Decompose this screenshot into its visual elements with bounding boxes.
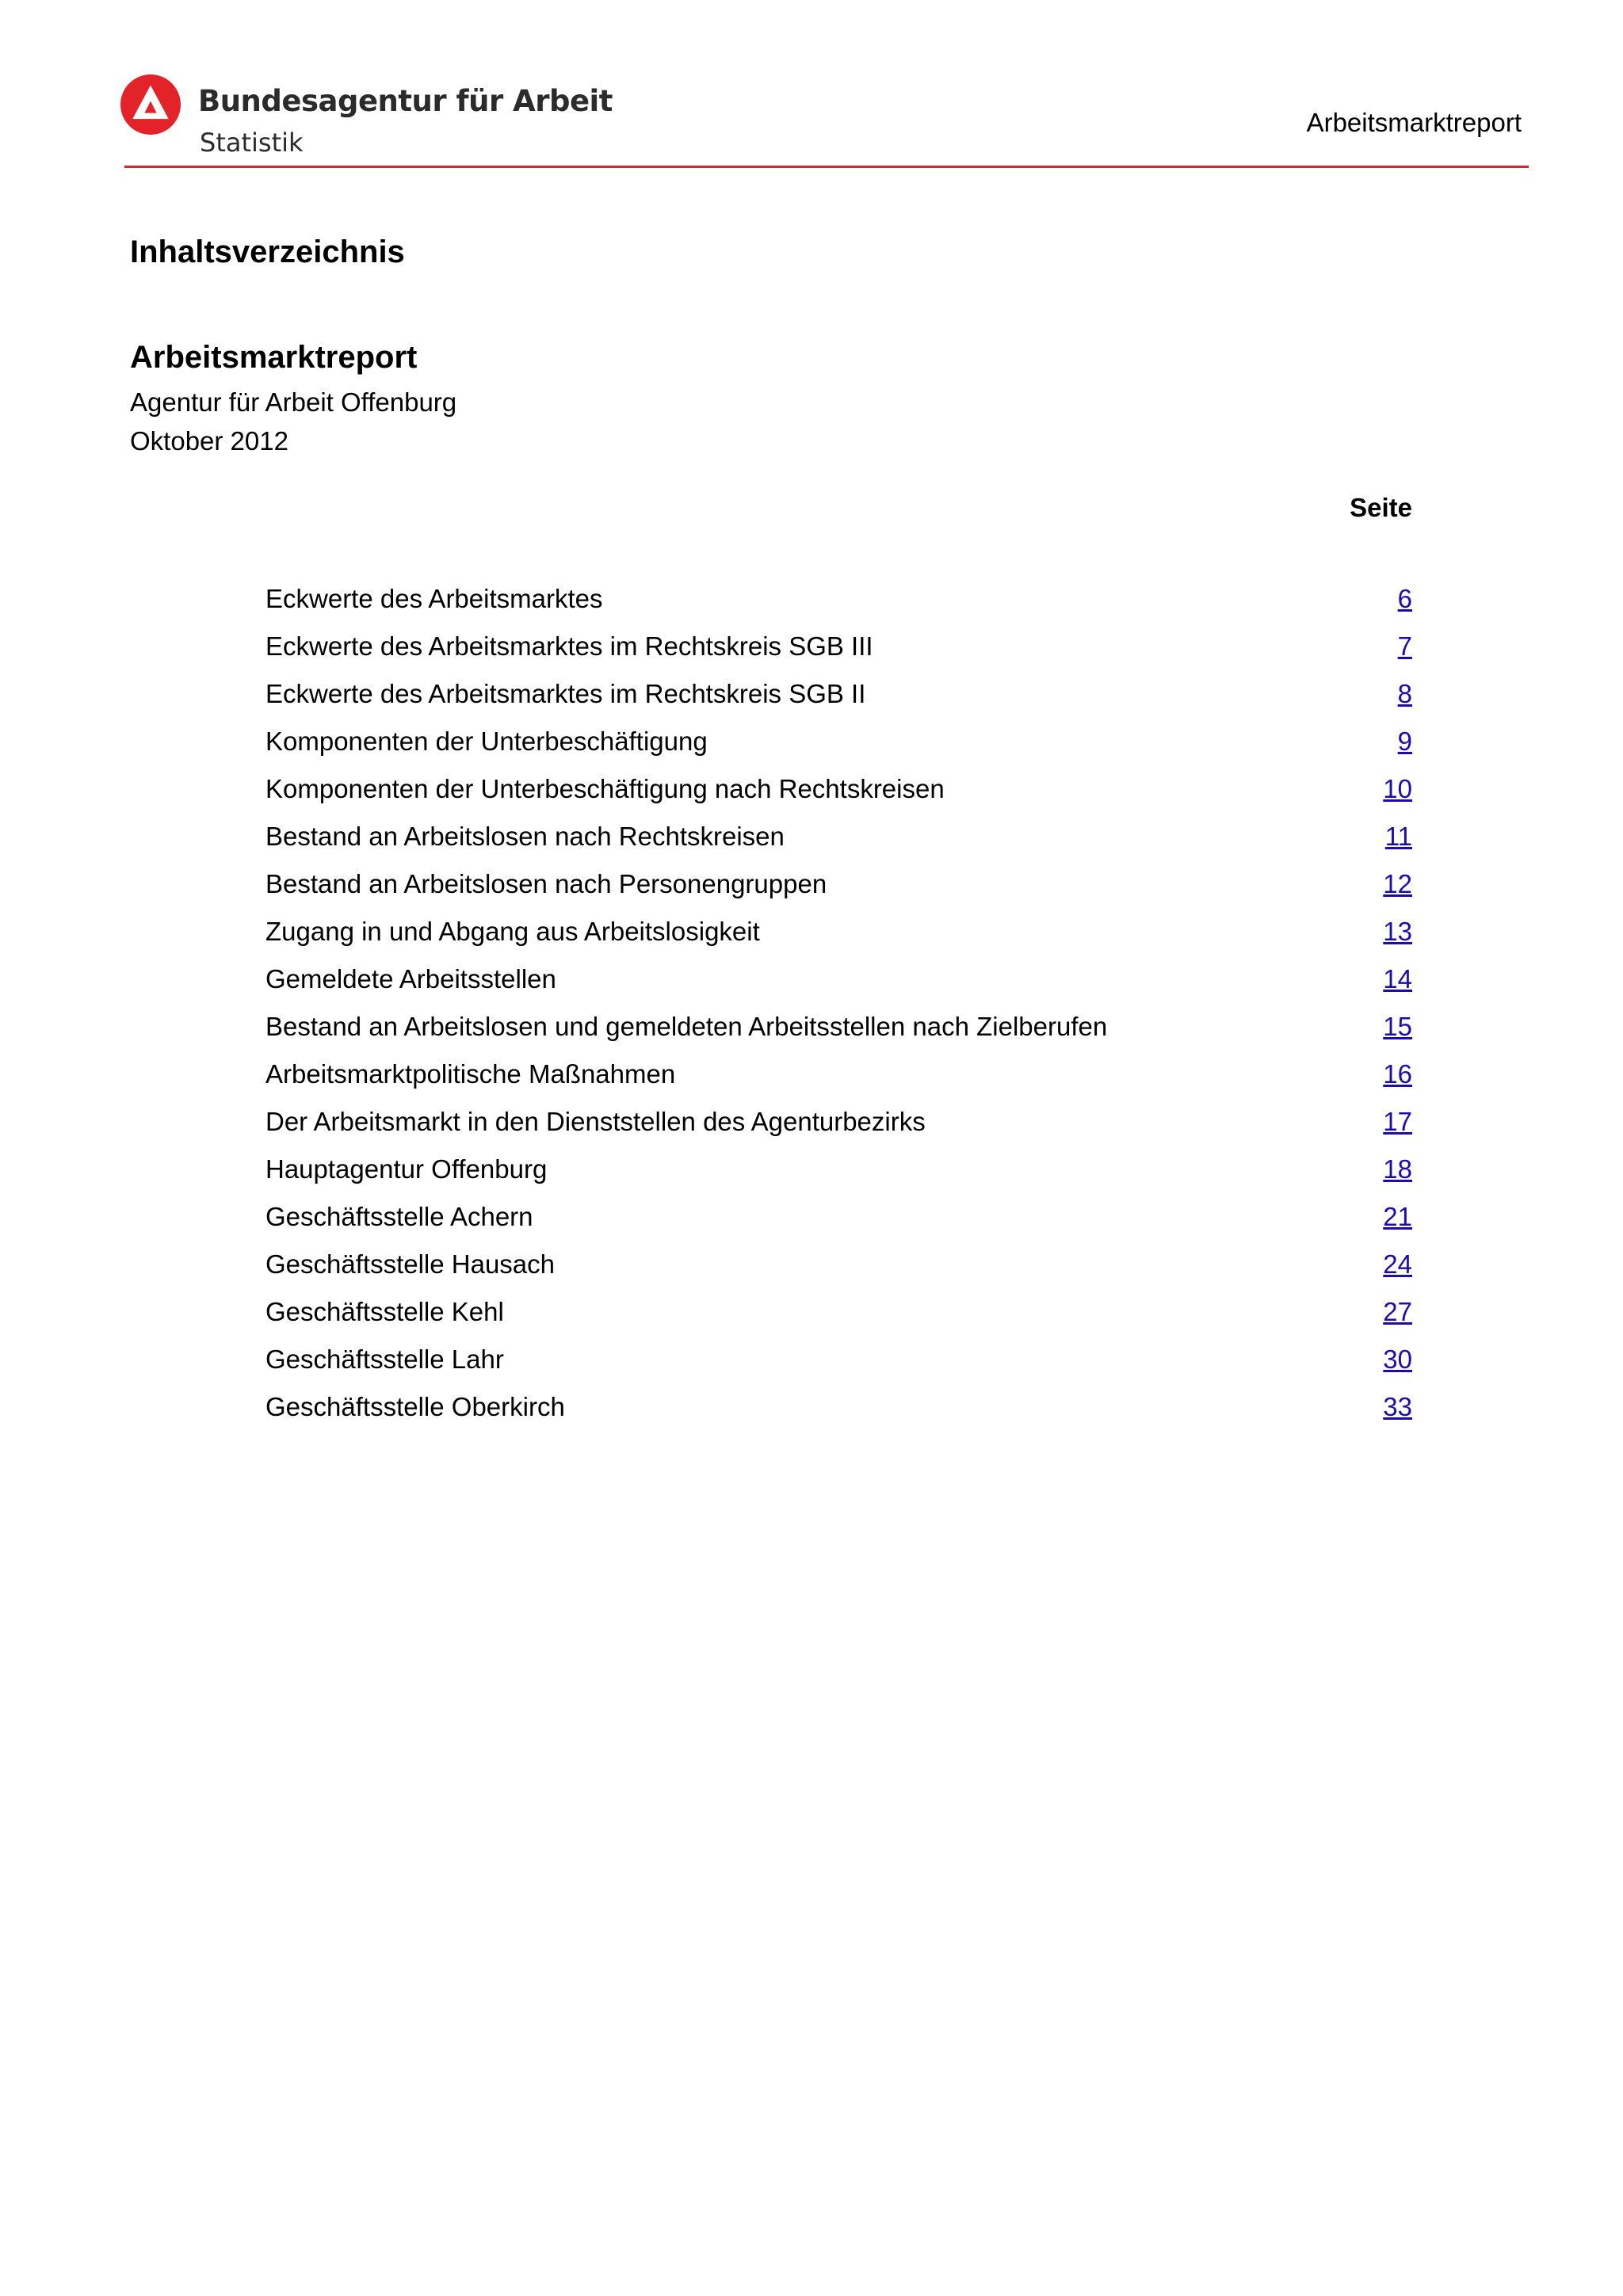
report-date: Oktober 2012: [130, 426, 288, 456]
ba-logo-icon: [120, 74, 181, 135]
toc-page-link[interactable]: 6: [1397, 584, 1412, 613]
toc-entry-title: Bestand an Arbeitslosen nach Rechtskreisen: [265, 822, 785, 851]
page-column-label: Seite: [1350, 493, 1412, 522]
document-label: Arbeitsmarktreport: [1306, 108, 1522, 137]
toc-entry: [265, 1344, 1412, 1392]
toc-page-link[interactable]: 16: [1383, 1059, 1412, 1089]
toc-entry-title: Geschäftsstelle Oberkirch: [265, 1392, 565, 1421]
toc-entry-title: Eckwerte des Arbeitsmarktes im Rechtskreis SGB II: [265, 679, 866, 708]
toc-entry-title: Gemeldete Arbeitsstellen: [265, 964, 556, 994]
toc-page-link[interactable]: 10: [1383, 774, 1412, 803]
toc-page-link[interactable]: 18: [1383, 1154, 1412, 1184]
toc-entry-title: Eckwerte des Arbeitsmarktes im Rechtskreis SGB III: [265, 631, 873, 661]
toc-entry: [265, 584, 1412, 631]
toc-entry-title: Bestand an Arbeitslosen nach Personengruppen: [265, 869, 827, 898]
toc-entry-title: Geschäftsstelle Achern: [265, 1202, 533, 1231]
toc-heading: Inhaltsverzeichnis: [130, 235, 405, 269]
toc-page-link[interactable]: 15: [1383, 1012, 1412, 1041]
toc-page-link[interactable]: 13: [1383, 917, 1412, 946]
toc-entry: [265, 917, 1412, 964]
toc-entry: [265, 774, 1412, 822]
report-agency: Agentur für Arbeit Offenburg: [130, 387, 457, 417]
toc-entry: [265, 1012, 1412, 1059]
toc-entry: [265, 822, 1412, 869]
toc-entry: [265, 1392, 1412, 1440]
toc-list: [265, 584, 1412, 1440]
toc-entry-title: Geschäftsstelle Kehl: [265, 1297, 504, 1326]
toc-page-link[interactable]: 21: [1383, 1202, 1412, 1231]
toc-entry-title: Hauptagentur Offenburg: [265, 1154, 548, 1184]
report-title: Arbeitsmarktreport: [130, 340, 418, 375]
toc-page-link[interactable]: 12: [1383, 869, 1412, 898]
header-divider: [124, 166, 1529, 168]
toc-entry-title: Der Arbeitsmarkt in den Dienststellen des Agenturbezirks: [265, 1107, 926, 1136]
toc-page-link[interactable]: 17: [1383, 1107, 1412, 1136]
toc-entry-title: Geschäftsstelle Lahr: [265, 1344, 504, 1374]
toc-page-link[interactable]: 27: [1383, 1297, 1412, 1326]
toc-entry: [265, 964, 1412, 1012]
toc-entry: [265, 631, 1412, 679]
toc-page-link[interactable]: 9: [1397, 727, 1412, 756]
toc-page-link[interactable]: 7: [1397, 631, 1412, 661]
toc-entry: [265, 1297, 1412, 1344]
toc-page-link[interactable]: 8: [1397, 679, 1412, 708]
toc-entry: [265, 679, 1412, 727]
org-name: Bundesagentur für Arbeit: [198, 84, 613, 118]
toc-entry: [265, 1249, 1412, 1297]
toc-entry-title: Bestand an Arbeitslosen und gemeldeten Arbeitsstellen nach Zielberufen: [265, 1012, 1108, 1041]
toc-page-link[interactable]: 33: [1383, 1392, 1412, 1421]
toc-entry: [265, 1202, 1412, 1249]
toc-entry-title: Geschäftsstelle Hausach: [265, 1249, 556, 1279]
toc-page-link[interactable]: 30: [1383, 1344, 1412, 1374]
toc-entry-title: Eckwerte des Arbeitsmarktes: [265, 584, 603, 613]
toc-page-link[interactable]: 24: [1383, 1249, 1412, 1279]
toc-entry: [265, 727, 1412, 774]
toc-entry: [265, 869, 1412, 917]
toc-entry-title: Komponenten der Unterbeschäftigung nach Rechtskreisen: [265, 774, 945, 803]
toc-page-link[interactable]: 11: [1384, 822, 1412, 851]
org-subtitle: Statistik: [200, 128, 304, 158]
toc-entry: [265, 1107, 1412, 1154]
toc-entry-title: Zugang in und Abgang aus Arbeitslosigkeit: [265, 917, 760, 946]
toc-page-link[interactable]: 14: [1383, 964, 1412, 994]
toc-entry-title: Arbeitsmarktpolitische Maßnahmen: [265, 1059, 676, 1089]
toc-entry: [265, 1154, 1412, 1202]
toc-entry: [265, 1059, 1412, 1107]
toc-entry-title: Komponenten der Unterbeschäftigung: [265, 727, 708, 756]
